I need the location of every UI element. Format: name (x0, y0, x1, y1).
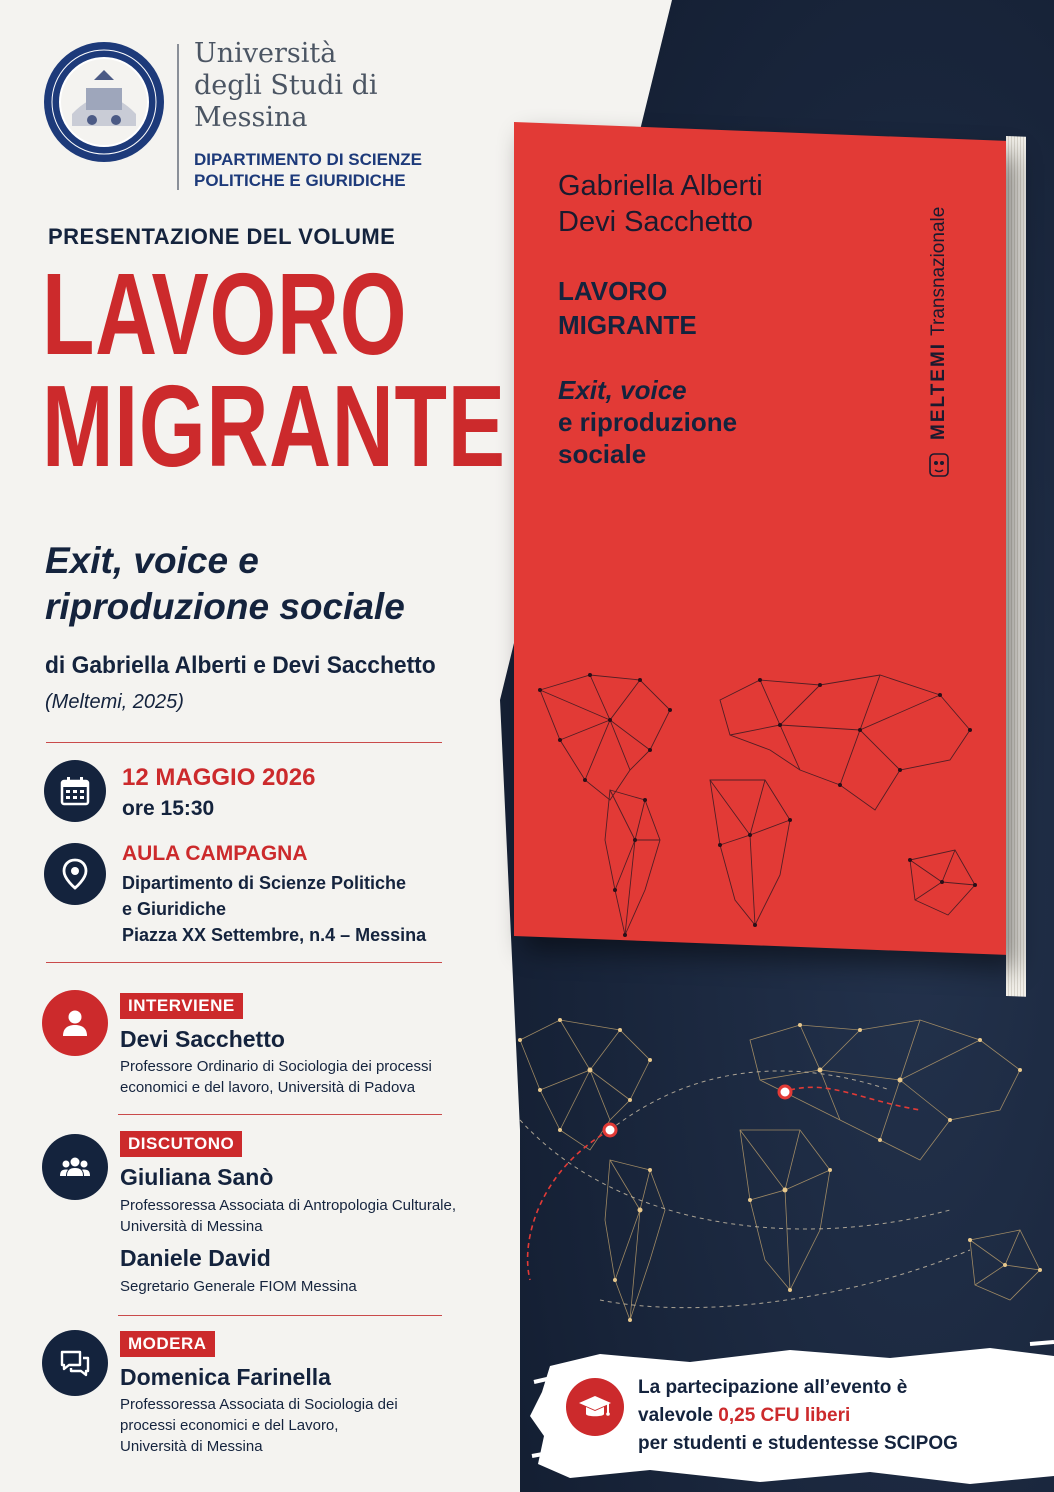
book-series (928, 207, 950, 440)
person-icon (58, 1006, 92, 1040)
cfu-text (638, 1374, 958, 1458)
section-divider (118, 1114, 442, 1115)
book-series-brand: MELTEMI (928, 341, 949, 440)
speaker-role-line: Università di Messina (120, 1218, 263, 1235)
cfu-credit-highlight: 0,25 CFU liberi (718, 1405, 851, 1426)
book-series-name: Transnazionale (928, 206, 949, 336)
book-subtitle-line: sociale (558, 439, 647, 469)
event-subtitle-line: Exit, voice e (45, 540, 259, 581)
department-name-line: POLITICHE E GIURIDICHE (194, 171, 406, 190)
publisher-logo-icon (928, 452, 950, 478)
speaker-role (120, 1276, 480, 1297)
cfu-text-line: La partecipazione all’evento è (638, 1377, 908, 1398)
speaker-role-line: economici e del lavoro, Università di Padova (120, 1079, 416, 1096)
university-name-line: degli Studi di (194, 70, 378, 101)
speaker-name: Devi Sacchetto (120, 1026, 285, 1052)
venue-address (122, 870, 426, 948)
venue-address-line: e Giuridiche (122, 899, 227, 919)
speaker-role-line: Professoressa Associata di Antropologia Culturale, (120, 1197, 457, 1214)
location-icon-circle (44, 843, 106, 905)
discutono-badge: DISCUTONO (120, 1131, 242, 1157)
chat-icon-circle (42, 1330, 108, 1396)
event-kicker: PRESENTAZIONE DEL VOLUME (48, 224, 396, 249)
event-subtitle (45, 538, 505, 630)
book-author-line: Devi Sacchetto (558, 206, 754, 238)
speaker-name: Daniele David (120, 1245, 271, 1271)
book-subtitle (558, 374, 737, 470)
speaker-role-line: Università di Messina (120, 1438, 263, 1455)
book-title-line: MIGRANTE (558, 310, 697, 340)
speaker-name: Giuliana Sanò (120, 1164, 274, 1190)
network-world-map (500, 1000, 1054, 1350)
logo-divider (177, 44, 179, 190)
venue-address-line: Dipartimento di Scienze Politiche (122, 873, 407, 893)
section-divider (46, 962, 442, 963)
event-title-line: MIGRANTE (42, 361, 506, 491)
event-title-line: LAVORO (42, 249, 408, 379)
interviene-badge: INTERVIENE (120, 993, 243, 1019)
chat-icon (58, 1346, 92, 1380)
event-authors: di Gabriella Alberti e Devi Sacchetto (45, 652, 436, 679)
event-title (42, 249, 506, 491)
university-name-line: Università (194, 38, 337, 69)
book-title (558, 274, 697, 342)
graduation-cap-icon (577, 1389, 613, 1425)
book-pages-edge (1006, 136, 1026, 997)
calendar-icon-circle (44, 760, 106, 822)
group-icon-circle (42, 1134, 108, 1200)
department-name-line: DIPARTIMENTO DI SCIENZE (194, 150, 422, 169)
book-author-line: Gabriella Alberti (558, 170, 763, 202)
speaker-role-line: Segretario Generale FIOM Messina (120, 1278, 357, 1295)
event-subtitle-line: riproduzione sociale (45, 586, 405, 627)
speaker-role-line: Professore Ordinario di Sociologia dei processi (120, 1058, 432, 1075)
book-cover-world-map (530, 660, 990, 950)
section-divider (46, 742, 442, 743)
event-date: 12 MAGGIO 2026 (122, 764, 316, 791)
location-pin-icon (58, 857, 92, 891)
university-name (194, 38, 454, 134)
book-title-line: LAVORO (558, 276, 668, 306)
book-subtitle-line: Exit, voice (558, 375, 687, 405)
venue-name: AULA CAMPAGNA (122, 842, 308, 865)
speaker-name: Domenica Farinella (120, 1364, 331, 1390)
section-divider (118, 1315, 442, 1316)
speaker-role (120, 1195, 480, 1237)
book-subtitle-line: e riproduzione (558, 407, 738, 437)
cfu-text-prefix: valevole (638, 1405, 719, 1426)
university-seal-logo (42, 40, 166, 164)
modera-badge: MODERA (120, 1331, 215, 1357)
book-authors (558, 168, 763, 240)
calendar-icon (58, 774, 92, 808)
speaker-role-line: Professoressa Associata di Sociologia dei (120, 1396, 398, 1413)
graduation-cap-icon-circle (566, 1378, 624, 1436)
department-name (194, 149, 454, 191)
event-publisher: (Meltemi, 2025) (45, 691, 184, 713)
speaker-role (120, 1056, 480, 1098)
cfu-text-line: per studenti e studentesse SCIPOG (638, 1433, 958, 1454)
university-name-line: Messina (194, 102, 308, 133)
group-icon (58, 1150, 92, 1184)
event-time: ore 15:30 (122, 797, 215, 820)
speaker-role-line: processi economici e del Lavoro, (120, 1417, 339, 1434)
venue-address-line: Piazza XX Settembre, n.4 – Messina (122, 925, 427, 945)
cfu-text-line (638, 1402, 958, 1430)
person-icon-circle (42, 990, 108, 1056)
speaker-role (120, 1394, 480, 1457)
